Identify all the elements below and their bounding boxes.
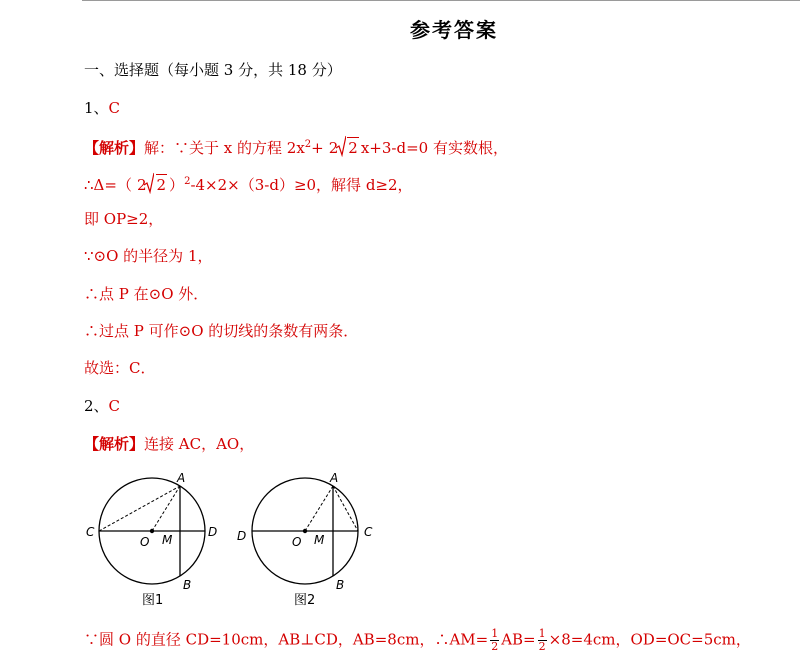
q1-analysis-line-3: 即 OP≥2，	[84, 210, 164, 228]
q1-analysis-line-5: ∴点 P 在⊙O 外．	[84, 285, 209, 303]
fraction-half	[490, 628, 499, 653]
q2-header	[84, 396, 120, 416]
page-top-rule	[82, 0, 800, 1]
q1-analysis-line-6: ∴过点 P 可作⊙O 的切线的条数有两条．	[84, 322, 359, 340]
fig2-caption: 图2	[294, 593, 316, 608]
page-title: 参考答案	[410, 18, 498, 42]
radical-sign-icon	[144, 172, 154, 194]
fig1-dashed-ca	[99, 486, 180, 531]
q2-l1-text: 连接 AC，AO，	[144, 435, 255, 453]
fig1-caption: 图1	[142, 593, 164, 608]
radical-expression	[134, 174, 167, 195]
radicand: 2	[156, 176, 167, 194]
q1-analysis-line-4: ∵⊙O 的半径为 1，	[84, 247, 213, 265]
q1-l1-sup: 2	[304, 139, 312, 150]
fig1-label-b: B	[183, 578, 192, 592]
fig1-center-dot	[150, 529, 154, 533]
q2-number: 2、	[84, 397, 109, 415]
radicand: 2	[348, 139, 358, 157]
q1-analysis-line-2	[84, 172, 413, 195]
q2-last-text-c: ×8=4cm，OD=OC=5cm，	[548, 630, 751, 649]
fraction-half	[538, 628, 547, 653]
fig2-dashed-oa	[305, 486, 333, 531]
fig2-label-m: M	[314, 533, 325, 547]
radical-expression	[326, 137, 359, 158]
fraction-denominator: 2	[491, 640, 499, 653]
fig2-label-b: B	[336, 578, 345, 592]
q2-answer: C	[108, 397, 121, 415]
fraction-numerator: 1	[491, 627, 499, 640]
fig2-label-a: A	[330, 471, 339, 485]
q1-conclusion: 故选：C．	[84, 359, 156, 377]
q1-l2-text-a: ∴Δ=（	[84, 176, 132, 194]
q1-l1-text-c: x+3-d=0 有实数根，	[360, 139, 508, 157]
fig2-label-c: C	[364, 525, 373, 539]
section-heading: 一、选择题（每小题 3 分，共 18 分）	[84, 61, 342, 79]
q1-header	[84, 98, 120, 118]
fig1-label-c: C	[86, 525, 95, 539]
radical-coefficient: 2	[136, 176, 147, 194]
q1-l2-text-c: -4×2×（3-d）≥0，解得 d≥2，	[190, 176, 413, 194]
q2-last-text-b: AB=	[501, 630, 536, 649]
analysis-tag: 【解析】	[84, 139, 145, 157]
radical-sign-icon	[336, 135, 346, 157]
q1-answer: C	[108, 99, 121, 117]
q1-number: 1、	[84, 99, 109, 117]
analysis-tag: 【解析】	[84, 435, 145, 453]
fig1-label-a: A	[177, 471, 186, 485]
figure-1-diagram	[80, 466, 240, 611]
q1-l2-sup: 2	[184, 176, 191, 187]
q2-last-text-a: ∵圆 O 的直径 CD=10cm，AB⊥CD，AB=8cm，∴AM=	[84, 630, 489, 649]
fig1-dashed-oa	[152, 486, 180, 531]
fig1-label-d: D	[208, 525, 218, 539]
fig2-label-o: O	[292, 535, 302, 549]
fig1-label-o: O	[140, 535, 150, 549]
q1-analysis-line-1	[84, 135, 508, 158]
fraction-denominator: 2	[538, 640, 546, 653]
fraction-numerator: 1	[538, 627, 546, 640]
fig2-dashed-ac	[333, 486, 358, 531]
fig1-label-m: M	[162, 533, 173, 547]
q2-analysis-last-line	[84, 628, 751, 653]
fig2-center-dot	[303, 529, 307, 533]
q1-l1-text-b: +	[311, 139, 324, 157]
q1-l2-text-b: ）	[169, 176, 185, 194]
fig2-label-d: D	[237, 529, 247, 543]
q1-l1-text-a: 解：∵关于 x 的方程 2x	[144, 139, 305, 157]
figure-2-diagram	[232, 466, 392, 611]
q2-analysis-line-1	[84, 434, 254, 454]
radical-coefficient: 2	[328, 139, 339, 157]
